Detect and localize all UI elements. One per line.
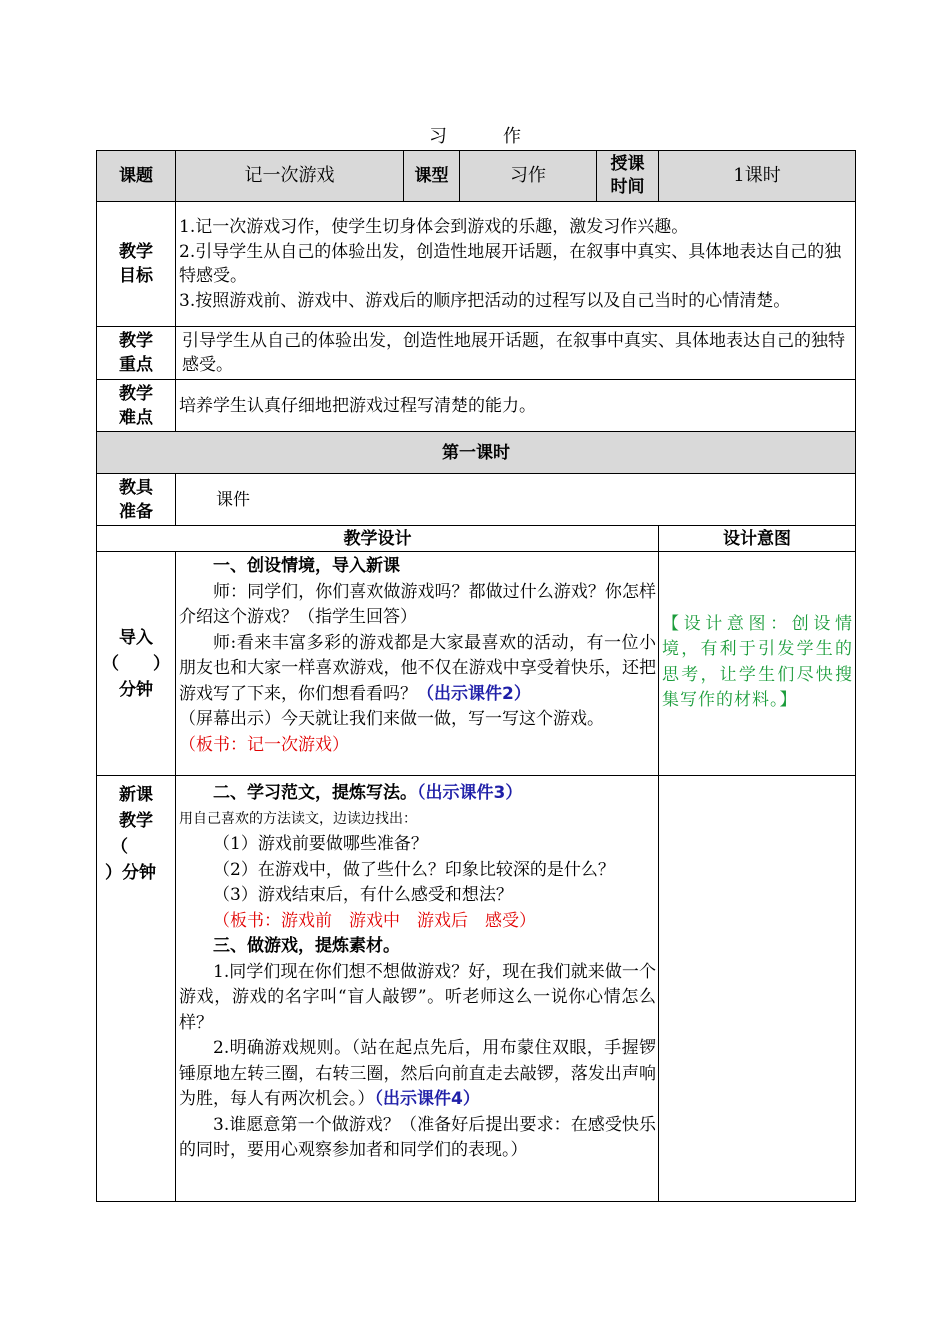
keypoints-label-line1: 教学 (119, 331, 153, 351)
intro-paragraph-2-text: 师:看来丰富多彩的游戏都是大家最喜欢的活动，有一位小朋友也和大家一样喜欢游戏，他不仅在游戏中享受着快乐，还把游戏写了下来，你们想看看吗？ (179, 632, 656, 704)
newlesson-label-line1: 新课 (119, 785, 153, 805)
intro-courseware-ref: （出示课件2） (417, 683, 531, 704)
topic-label: 课题 (97, 151, 176, 202)
keypoints-label-line2: 重点 (119, 355, 153, 375)
design-header-left: 教学设计 (97, 526, 659, 552)
newlesson-heading-2 (179, 781, 656, 807)
tools-label-line2: 准备 (119, 501, 153, 522)
document-title (0, 126, 950, 148)
newlesson-label-line2: 教学 (119, 811, 153, 831)
newlesson-step-3: 3.谁愿意第一个做游戏？（准备好后提出要求：在感受快乐的同时，要用心观察参加者和同学们的表现。） (179, 1114, 656, 1160)
session-title: 第一课时 (97, 432, 856, 474)
goals-label-line2: 目标 (119, 266, 153, 286)
newlesson-heading-2-text: 二、学习范文，提炼写法。 (213, 783, 417, 803)
tools-label-line1: 教具 (119, 477, 153, 498)
topic-value: 记一次游戏 (176, 151, 404, 202)
keypoints-text: 引导学生从自己的体验出发，创造性地展开话题，在叙事中真实、具体地表达自己的独特感受。 (176, 327, 856, 380)
goal-item-2: 2.引导学生从自己的体验出发，创造性地展开话题，在叙事中真实、具体地表达自己的独特感受。 (179, 241, 842, 286)
lesson-plan-table (96, 150, 856, 1202)
difficulty-label-line2: 难点 (119, 407, 153, 428)
intro-paragraph-3: （屏幕出示）今天就让我们来做一做，写一写这个游戏。 (179, 709, 604, 729)
intro-board-note: （板书：记一次游戏） (179, 734, 349, 755)
newlesson-question-2: （2）在游戏中，做了些什么？印象比较深的是什么？ (213, 859, 615, 880)
intro-label-line1: 导入 (119, 627, 153, 648)
newlesson-content (176, 776, 659, 1202)
newlesson-design-intent (659, 776, 856, 1202)
intro-paragraph-2 (179, 631, 656, 708)
newlesson-instruction: 用自己喜欢的方法读文，边读边找出： (179, 810, 417, 827)
newlesson-courseware-ref-4: （出示课件4） (374, 1089, 480, 1109)
intro-label (97, 552, 176, 776)
type-label: 课型 (404, 151, 460, 202)
intro-design-intent: 【设计意图：创设情境，有利于引发学生的思考，让学生们尽快搜集写作的材料。】 (659, 552, 856, 776)
intro-label-line3: 分钟 (119, 679, 153, 700)
newlesson-heading-3: 三、做游戏，提炼素材。 (213, 936, 400, 956)
difficulty-label (97, 380, 176, 432)
keypoints-label (97, 327, 176, 380)
difficulty-label-line1: 教学 (119, 383, 153, 404)
tools-text: 课件 (176, 474, 856, 526)
goals-label (97, 202, 176, 327)
time-label-line2: 时间 (610, 177, 645, 197)
newlesson-label-line4: ）分钟 (105, 863, 156, 883)
newlesson-label-line3: （ (111, 837, 128, 857)
intro-content (176, 552, 659, 776)
goals-label-line1: 教学 (119, 242, 153, 262)
newlesson-step-1: 1.同学们现在你们想不想做游戏？好，现在我们就来做一个游戏，游戏的名字叫“盲人敲锣”。听老师这么一说你心情怎么样？ (179, 961, 656, 1033)
newlesson-step-2 (179, 1036, 656, 1113)
newlesson-label (97, 776, 176, 1202)
goal-item-1: 1.记一次游戏习作，使学生切身体会到游戏的乐趣，激发习作兴趣。 (179, 217, 689, 237)
newlesson-courseware-ref-3: （出示课件3） (417, 783, 523, 803)
newlesson-board-note: （板书：游戏前 游戏中 游戏后 感受） (213, 910, 536, 931)
time-value: 1课时 (659, 151, 856, 202)
newlesson-question-1: （1）游戏前要做哪些准备？ (213, 834, 428, 854)
newlesson-question-3: （3）游戏结束后，有什么感受和想法？ (213, 885, 513, 905)
intro-paragraph-1: 师：同学们，你们喜欢做游戏吗？都做过什么游戏？你怎样介绍这个游戏？（指学生回答） (179, 581, 656, 627)
tools-label (97, 474, 176, 526)
title-char-1: 习 (429, 126, 447, 147)
time-label (597, 151, 659, 202)
time-label-line1: 授课 (610, 154, 645, 174)
intro-heading: 一、创设情境，导入新课 (213, 556, 400, 576)
difficulty-text: 培养学生认真仔细地把游戏过程写清楚的能力。 (176, 380, 856, 432)
intro-label-line2: （ ） (102, 653, 170, 674)
title-char-2: 作 (503, 126, 521, 147)
goals-text (176, 202, 856, 327)
newlesson-step-2-text: 2.明确游戏规则。（站在起点先后，用布蒙住双眼，手握锣锤原地左转三圈，右转三圈，然后向前直走去敲锣，落发出声响为胜，每人有两次机会。） (179, 1038, 656, 1109)
design-header-right: 设计意图 (659, 526, 856, 552)
type-value: 习作 (460, 151, 597, 202)
goal-item-3: 3.按照游戏前、游戏中、游戏后的顺序把活动的过程写以及自己当时的心情清楚。 (179, 290, 791, 311)
